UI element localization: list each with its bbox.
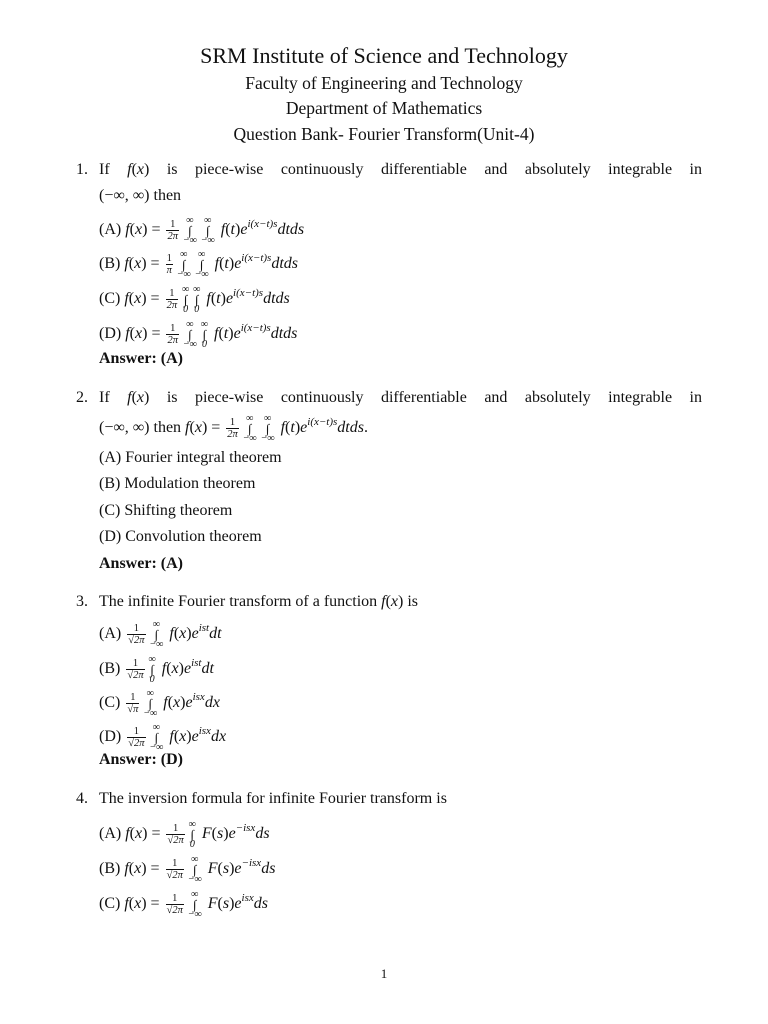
question-stem: The infinite Fourier transform of a function f(x) is [99, 593, 419, 610]
answer: Answer: (A) [99, 350, 183, 367]
page-number: 1 [380, 966, 388, 981]
option-c: (C) Shifting theorem [99, 502, 233, 519]
department-title: Department of Mathematics [285, 98, 483, 118]
question-stem-line2: (−∞, ∞) then f(x) = $\frac{1}{2\pi}$ ∞ ∫ −∞∞ ∫ −∞ $f(t)e^{i(x-t)s}dtds$. [99, 413, 368, 444]
question-number: 2. [76, 389, 88, 406]
option-a: (A) Fourier integral theorem [99, 449, 282, 466]
faculty-title: Faculty of Engineering and Technology [245, 73, 523, 93]
question-number: 1. [76, 161, 88, 178]
option-c: (C) $\frac{1}{√\pi}$ ∞ ∫ −∞ $f(x)e^{isx}dx$ [99, 688, 220, 719]
question-stem: The inversion formula for infinite Fourier transform is [99, 790, 447, 807]
answer: Answer: (A) [99, 555, 183, 572]
option-d: (D) f(x) = $\frac{1}{2\pi}$ ∞ ∫ −∞∞ ∫ 0 $f(t)e^{i(x-t)s}dtds$ [99, 319, 298, 350]
option-c: (C) f(x) = $\frac{1}{2\pi}$ ∞ ∫ 0∞ ∫ 0 $f(t)e^{i(x-t)s}dtds$ [99, 284, 290, 315]
option-c: (C) f(x) = $\frac{1}{√2\pi}$ ∞ ∫ −∞ $F(s)e^{isx}ds$ [99, 889, 268, 920]
question-bank-title: Question Bank- Fourier Transform(Unit-4) [233, 124, 535, 144]
option-a: (A) f(x) = $\frac{1}{√2\pi}$ ∞ ∫ 0 $F(s)e^{-isx}ds$ [99, 819, 270, 850]
question-number: 4. [76, 790, 88, 807]
institute-title: SRM Institute of Science and Technology [200, 43, 568, 68]
option-b: (B) f(x) = $\frac{1}{√2\pi}$ ∞ ∫ −∞ $F(s)e^{-isx}ds$ [99, 854, 276, 885]
question-stem-line1: If f(x) is piece-wise continuously differentiable and absolutely integrable in [99, 389, 702, 406]
option-d: (D) $\frac{1}{√2\pi}$ ∞ ∫ −∞ $f(x)e^{isx}dx$ [99, 722, 227, 753]
question-stem-line1: If f(x) is piece-wise continuously differentiable and absolutely integrable in [99, 161, 702, 178]
question-stem-line2: (−∞, ∞) then [99, 187, 182, 204]
option-b: (B) Modulation theorem [99, 475, 256, 492]
question-number: 3. [76, 593, 88, 610]
option-b: (B) f(x) = $\frac{1}{\pi}$ ∞ ∫ −∞∞ ∫ −∞ $f(t)e^{i(x-t)s}dtds$ [99, 249, 298, 280]
option-b: (B) $\frac{1}{√2\pi}$ ∞ ∫ 0 $f(x)e^{ist}dt$ [99, 654, 214, 685]
answer: Answer: (D) [99, 751, 183, 768]
option-a: (A) f(x) = $\frac{1}{2\pi}$ ∞ ∫ −∞∞ ∫ −∞ $f(t)e^{i(x-t)s}dtds$ [99, 215, 305, 246]
option-d: (D) Convolution theorem [99, 528, 262, 545]
option-a: (A) $\frac{1}{√2\pi}$ ∞ ∫ −∞ $f(x)e^{ist}dt$ [99, 619, 222, 650]
